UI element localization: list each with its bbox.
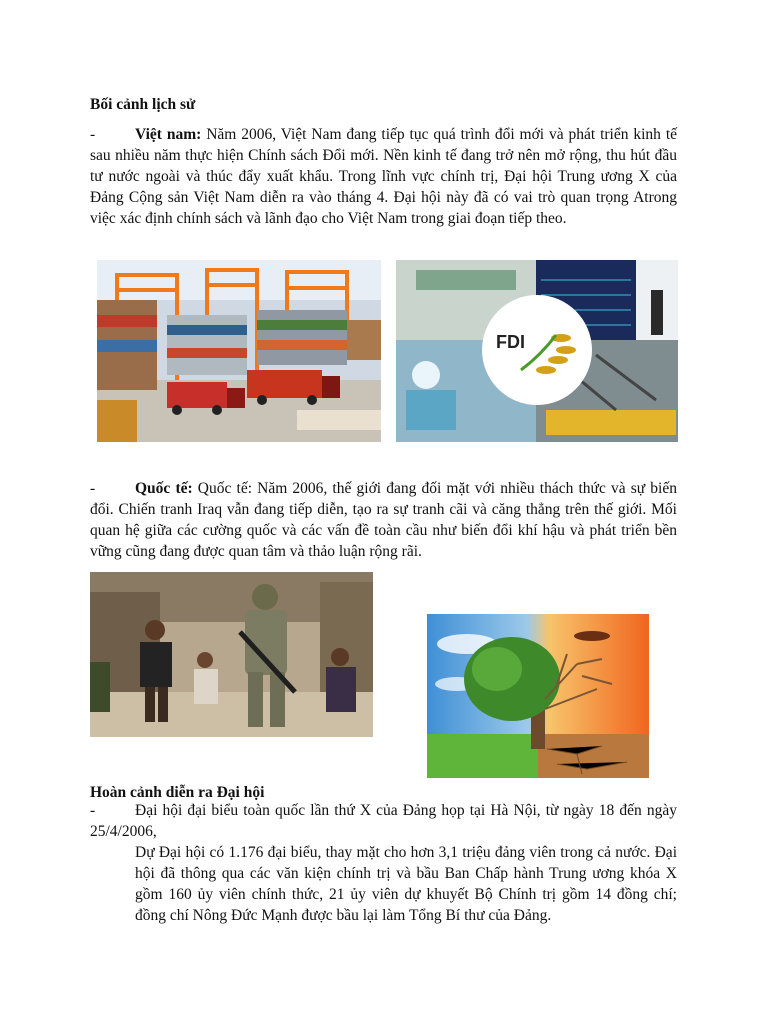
bullet-dash: - [90,802,96,819]
label-international: Quốc tế: [135,480,193,497]
text-vietnam: Năm 2006, Việt Nam đang tiếp tục quá trình đổi mới và phát triển kinh tế sau nhiều năm thực hiện Chính sách Đổi mới. Nền kinh tế đang trở nên mở rộng, thu hút đầu tư nước ngoài và thúc đẩy xuất khẩu. Trong lĩnh vực chính trị, Đại hội Trung ương X của Đảng Cộng sản Việt Nam diễn ra vào tháng 4. Đại hội này đã có vai trò quan trọng Atrong việc xác định chính sách và lãnh đạo cho Việt Nam trong giai đoạn tiếp theo. [90,126,678,227]
image-climate-change [427,614,649,778]
section-heading-historical-context: Bối cảnh lịch sử [90,96,196,113]
paragraph-international [90,478,677,562]
image-fdi-collage [396,260,678,442]
section-heading-congress-circumstances: Hoàn cảnh diễn ra Đại hội [90,784,265,801]
bullet-dash: - [90,480,96,497]
iraq-war-illustration [90,572,373,737]
label-vietnam: Việt nam: [135,126,202,143]
bullet-dash: - [90,126,96,143]
container-port-illustration [97,260,381,442]
paragraph-congress-details: Dự Đại hội có 1.176 đại biểu, thay mặt cho hơn 3,1 triệu đảng viên trong cả nước. Đại hội đã thông qua các văn kiện chính trị và bầu Ban Chấp hành Trung ương khóa X gồm 160 ủy viên chính thức, 21 ủy viên dự khuyết Bộ Chính trị gồm 14 đồng chí; đồng chí Nông Đức Mạnh được bầu lại làm Tổng Bí thư của Đảng. [135,844,677,924]
text-international: Quốc tế: Năm 2006, thế giới đang đối mặt với nhiều thách thức và sự biến đổi. Chiến tranh Iraq vẫn đang tiếp diễn, tạo ra sự tranh cãi và căng thẳng trên thế giới. Mối quan hệ giữa các cường quốc và các vấn đề toàn cầu như biến đổi khí hậu và phát triển bền vững cũng đang được quan tâm và thảo luận rộng rãi. [90,480,677,560]
fdi-label: FDI [496,332,525,352]
text-congress-dates: Đại hội đại biểu toàn quốc lần thứ X của Đảng họp tại Hà Nội, từ ngày 18 đến ngày 25/4/2006, [90,802,677,840]
image-container-port [97,260,381,442]
paragraph-vietnam [90,124,677,229]
paragraph-congress-dates [90,800,677,842]
image-iraq-war [90,572,373,737]
climate-change-illustration [427,614,649,778]
fdi-collage-illustration [396,260,678,442]
